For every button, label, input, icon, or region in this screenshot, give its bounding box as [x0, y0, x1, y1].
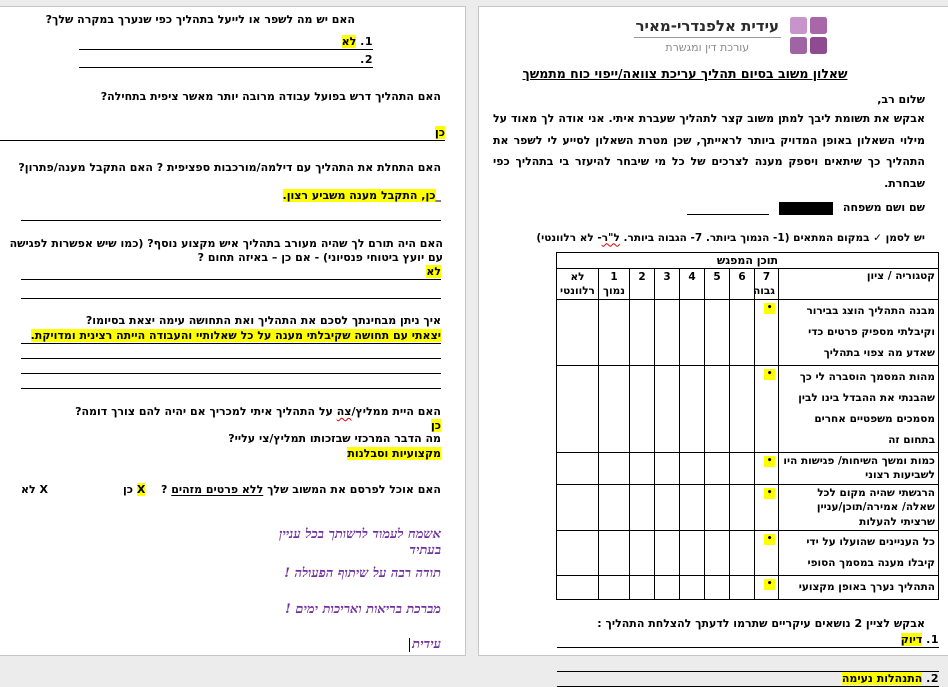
logo-square [810, 37, 827, 54]
intro-paragraph: אבקש את תשומת ליבך למתן משוב קצר לתהליך שעברת איתי. אני אודה לך מאוד על מילוי השאלון באופן המדויק ביותר לראייתך, שכן מטרת השאלון לסייע לי לשפר את התהליך כך שיתאים ויספק מענה לצרכים של כל מי שיבחר להיעזר בי בתהליך כפי שבחרת. [493, 112, 925, 190]
col-label: 5 [713, 270, 721, 283]
table-header-row [556, 268, 938, 299]
blank-answer-line[interactable] [21, 204, 441, 221]
row-category-text: כמות ומשך השיחות/ פגישות היו לשביעות רצוני [779, 452, 939, 484]
name-blank-line[interactable] [687, 202, 769, 215]
score-1-cell[interactable] [599, 365, 630, 452]
question-recommend-text-end: על התהליך איתי למכריך אם יהיה להם צורך דומה? [75, 405, 337, 418]
answer-improve-1-highlight: לא [341, 35, 357, 48]
score-4-cell[interactable] [680, 299, 705, 365]
question-recommend [21, 405, 441, 419]
score-4-cell[interactable] [680, 576, 705, 600]
score-3-cell[interactable] [655, 531, 680, 576]
closing-note [243, 526, 441, 652]
table-row [556, 452, 938, 484]
score-1-cell[interactable] [599, 299, 630, 365]
success-answer-1-highlight: דיוק [900, 633, 923, 646]
score-5-cell[interactable] [705, 299, 730, 365]
question-main-reason [21, 432, 441, 446]
score-5-cell[interactable] [705, 452, 730, 484]
row-category-text: מהות המסמך הוסברה לי כך שהבנתי את ההבדל בינו לבין מסמכים משפטיים אחרים בתחום זה [779, 365, 939, 452]
score-7-cell[interactable] [755, 299, 779, 365]
table-row [556, 531, 938, 576]
col-nr-header [556, 268, 598, 299]
document-title-text: שאלון משוב בסיום תהליך עריכת צוואה/ייפוי כוח מתמשך [522, 66, 848, 81]
score-2-cell[interactable] [630, 531, 655, 576]
page-2-content [0, 7, 465, 652]
col-sublabel: רלוונטי [560, 284, 595, 297]
question-summary-text: איך ניתן מבחינתך לסכם את התהליך ואת התחושה עימה יצאת בסיומו? [85, 314, 441, 327]
document-title [469, 66, 901, 81]
score-6-cell[interactable] [730, 576, 755, 600]
col-label: 2 [638, 270, 646, 283]
question-extra-professional [0, 237, 443, 265]
col-label: 3 [663, 270, 671, 283]
closing-question: אבקש לציין 2 נושאים עיקריים שתרמו לדעתך להצלחת התהליך : [597, 617, 925, 630]
redacted-name-box [779, 202, 833, 215]
closing-line-2: תודה רבה על שיתוף הפעולה ! [284, 566, 441, 581]
score-1-cell[interactable] [599, 531, 630, 576]
col-7-header [755, 268, 779, 299]
blank-answer-line[interactable] [557, 659, 939, 672]
col-sublabel: נמוך [602, 284, 626, 297]
table-row [556, 576, 938, 600]
publish-yes-label: כן [122, 483, 133, 496]
col-1-header [599, 268, 630, 299]
question-publish [123, 483, 441, 496]
score-7-cell[interactable] [755, 531, 779, 576]
greeting: שלום רב, [877, 93, 925, 106]
question-summary [21, 314, 441, 328]
score-3-cell[interactable] [655, 299, 680, 365]
col-4-header [680, 268, 705, 299]
blank-answer-line[interactable] [21, 374, 441, 389]
score-5-cell[interactable] [705, 576, 730, 600]
score-mark: • [764, 303, 775, 314]
answer-2-number: 2. [360, 53, 373, 66]
success-answer-1[interactable] [557, 633, 939, 648]
score-2-cell[interactable] [630, 576, 655, 600]
question-improve-text: האם יש מה לשפר או לייעל בתהליך כפי שנערך במקרה שלך? [45, 13, 355, 26]
answer-workload-highlight: כן [434, 126, 445, 139]
score-3-cell[interactable] [655, 484, 680, 531]
score-5-cell[interactable] [705, 484, 730, 531]
score-2-cell[interactable] [630, 365, 655, 452]
question-recommend-text: האם היית ממליץ/ [351, 405, 441, 418]
success-answer-2[interactable] [557, 672, 939, 687]
score-1-cell[interactable] [599, 452, 630, 484]
question-dilemma [1, 161, 441, 175]
score-7-cell[interactable] [755, 452, 779, 484]
score-3-cell[interactable] [655, 365, 680, 452]
name-field-row [493, 201, 925, 215]
row-category-text: מבנה התהליך הוצג בבירור וקיבלתי מספיק פרטים כדי שאדע מה צפוי בתהליך [779, 299, 939, 365]
score-6-cell[interactable] [730, 484, 755, 531]
blank-answer-line[interactable] [21, 344, 441, 359]
score-mark: • [764, 534, 775, 545]
score-mark: • [764, 369, 775, 380]
logo-subtitle: עורכת דין ומגשרת [665, 41, 750, 54]
text-cursor [409, 638, 411, 652]
score-4-cell[interactable] [680, 365, 705, 452]
spellcheck-word: ל"ר [601, 231, 620, 244]
question-publish-text: האם אוכל לפרסם את המשוב שלך [263, 483, 441, 496]
logo-text [634, 17, 781, 54]
marking-instruction [493, 232, 925, 244]
score-nr-cell[interactable] [556, 299, 598, 365]
col-label: 7 [762, 270, 771, 283]
logo-squares-icon [790, 17, 827, 54]
answer-summary-line[interactable] [21, 329, 441, 344]
col-6-header [730, 268, 755, 299]
answer-extra-professional-highlight: לא [426, 265, 441, 278]
question-workload-text: האם התהליך דרש בפועל עבודה מרובה יותר מאשר ציפית בתחילה? [100, 90, 441, 103]
answer-improve-2[interactable] [79, 53, 373, 68]
score-nr-cell[interactable] [556, 531, 598, 576]
page-1-content [479, 7, 948, 687]
feedback-score-table [556, 252, 939, 601]
score-6-cell[interactable] [730, 452, 755, 484]
score-6-cell[interactable] [730, 531, 755, 576]
question-main-reason-text: מה הדבר המרכזי שבזכותו תמליץ/צי עליי? [228, 432, 441, 445]
document-page-1[interactable] [478, 6, 948, 685]
score-3-cell[interactable] [655, 576, 680, 600]
question-publish-underlined: ללא פרטים מזהים [171, 483, 264, 496]
answer-dilemma-highlight: כן, התקבל מענה משביע רצון. [282, 189, 436, 202]
score-mark: • [764, 488, 775, 499]
document-page-2[interactable] [0, 6, 466, 656]
publish-no-option[interactable] [21, 483, 48, 496]
score-6-cell[interactable] [730, 299, 755, 365]
name-label: שם ושם משפחה [842, 201, 925, 214]
blank-answer-line[interactable] [21, 282, 441, 299]
score-5-cell[interactable] [705, 531, 730, 576]
spellcheck-word: צה [336, 405, 352, 418]
signature [343, 636, 441, 652]
answer-recommend-highlight: כן [430, 419, 441, 432]
col-sublabel: גבוה [753, 284, 775, 297]
table-title-row [556, 252, 938, 268]
logo-name: עידית אלפנדרי-מאיר [634, 17, 781, 38]
score-6-cell[interactable] [730, 365, 755, 452]
signature-name: עידית [412, 637, 441, 652]
answer-summary-highlight: יצאתי עם תחושה שקיבלתי מענה על כל שאלותיי והעבודה הייתה רצינית ומדויקת. [30, 329, 441, 342]
answer-1-number: 1. [926, 633, 939, 646]
score-5-cell[interactable] [705, 365, 730, 452]
table-row [556, 299, 938, 365]
publish-no-mark: X [39, 483, 48, 496]
blank-answer-line[interactable] [21, 359, 441, 374]
score-2-cell[interactable] [630, 299, 655, 365]
publish-yes-mark[interactable]: X [136, 483, 146, 496]
answer-1-number: 1. [360, 35, 373, 48]
row-category-text: כל העניינים שהועלו על ידי קיבלו מענה במסמך הסופי [779, 531, 939, 576]
answer-prefix-underscore: _ [435, 189, 441, 202]
closing-line-1: אשמח לעמוד לרשותך בכל עניין בעתיד [279, 527, 441, 558]
answer-workload-line[interactable] [0, 126, 445, 141]
table-row [556, 365, 938, 452]
row-category-text: התהליך נערך באופן מקצועי [779, 576, 939, 600]
table-title: תוכן המפגש [556, 252, 938, 268]
score-7-cell[interactable] [755, 484, 779, 531]
publish-no-label: לא [21, 483, 36, 496]
instruction-text-end: - לא רלוונטי) [536, 231, 602, 244]
question-improve [21, 13, 355, 27]
question-publish-qmark: ? [161, 483, 172, 496]
category-header: קטגוריה / ציון [779, 268, 939, 299]
answer-main-reason-highlight: מקצועיות וסבלנות [347, 447, 441, 460]
score-7-cell[interactable] [755, 365, 779, 452]
score-7-cell[interactable] [755, 576, 779, 600]
question-publish-row [21, 483, 441, 496]
answer-extra-professional-line[interactable] [21, 265, 441, 280]
score-nr-cell[interactable] [556, 365, 598, 452]
score-1-cell[interactable] [599, 576, 630, 600]
score-2-cell[interactable] [630, 484, 655, 531]
score-4-cell[interactable] [680, 452, 705, 484]
answer-improve-1[interactable] [79, 35, 373, 50]
score-4-cell[interactable] [680, 531, 705, 576]
col-label: 4 [688, 270, 696, 283]
closing-line-3: מברכת בריאות ואריכות ימים ! [285, 602, 441, 617]
logo-square [790, 37, 807, 54]
score-4-cell[interactable] [680, 484, 705, 531]
col-2-header [630, 268, 655, 299]
question-extra-professional-text: האם היה תורם לך שהיה מעורב בתהליך איש מקצוע נוסף? (כמו שיש אפשרות לפגישה עם יועץ ביטוחי פנסיוני) - אם כן – באיזה תחום ? [9, 237, 443, 264]
score-nr-cell[interactable] [556, 576, 598, 600]
answer-dilemma [21, 189, 441, 202]
question-workload [5, 90, 441, 104]
score-mark: • [764, 579, 775, 590]
success-answer-2-highlight: התנהלות נעימה [841, 672, 923, 685]
col-label: 6 [738, 270, 746, 283]
logo-square [810, 17, 827, 34]
answer-main-reason [21, 447, 441, 460]
logo-square [790, 17, 807, 34]
row-category-text: הרגשתי שהיה מקום לכל שאלה/ אמירה/תוכן/עניין שרציתי להעלות [779, 484, 939, 531]
score-nr-cell[interactable] [556, 452, 598, 484]
table-row [556, 484, 938, 531]
answer-2-number: 2. [926, 672, 939, 685]
col-3-header [655, 268, 680, 299]
score-1-cell[interactable] [599, 484, 630, 531]
col-5-header [705, 268, 730, 299]
score-3-cell[interactable] [655, 452, 680, 484]
answer-recommend [21, 419, 441, 432]
score-mark: • [764, 456, 775, 467]
score-nr-cell[interactable] [556, 484, 598, 531]
question-dilemma-text: האם התחלת את התהליך עם דילמה/מורכבות ספציפית ? האם התקבל מענה/פתרון? [18, 161, 441, 174]
score-2-cell[interactable] [630, 452, 655, 484]
col-label: 1 [610, 270, 618, 283]
instruction-text: יש לסמן ✓ במקום המתאים (1- הנמוך ביותר. 7- הגבוה ביותר. [619, 231, 925, 244]
col-label: לא [570, 270, 585, 283]
logo [634, 17, 827, 54]
